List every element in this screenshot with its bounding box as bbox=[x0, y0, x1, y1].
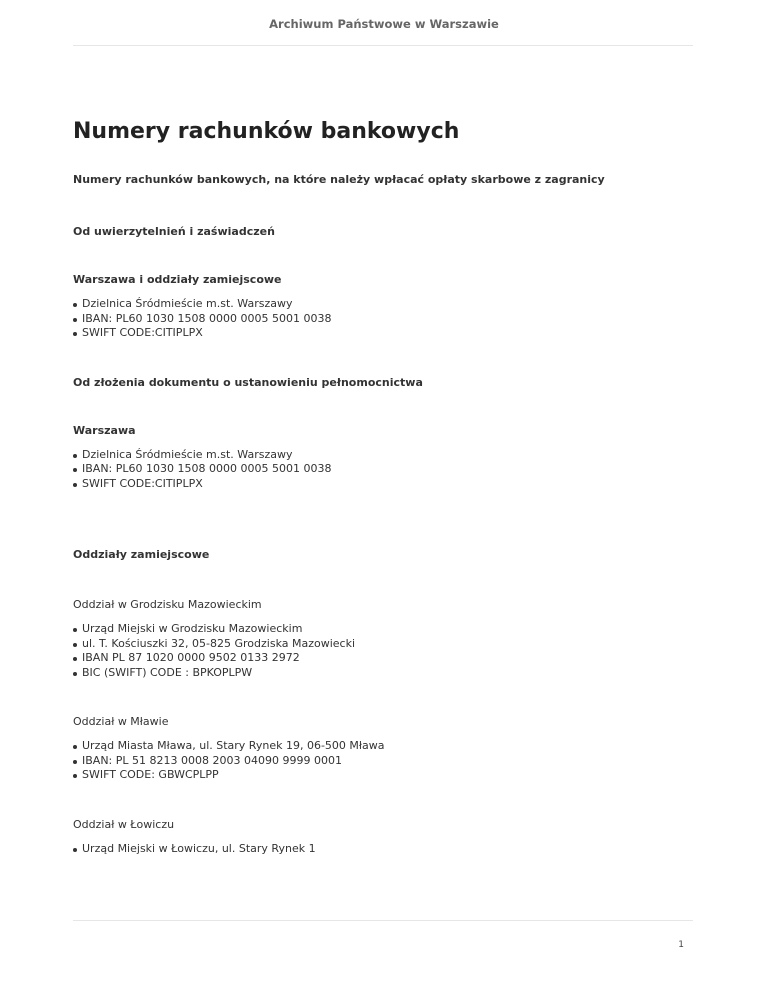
document-body bbox=[73, 118, 693, 856]
section-heading-branches: Oddziały zamiejscowe bbox=[73, 548, 210, 561]
list-item: Dzielnica Śródmieście m.st. Warszawy bbox=[73, 297, 693, 312]
list-item: SWIFT CODE:CITIPLPX bbox=[73, 326, 693, 341]
list-item: Dzielnica Śródmieście m.st. Warszawy bbox=[73, 448, 693, 463]
list-branch-grodzisk bbox=[73, 622, 693, 680]
list-item: IBAN PL 87 1020 0000 9502 0133 2972 bbox=[73, 651, 693, 666]
branch-name-lowicz: Oddział w Łowiczu bbox=[73, 817, 175, 831]
list-item: Urząd Miejski w Łowiczu, ul. Stary Rynek 1 bbox=[73, 842, 693, 857]
section-heading-power-of-attorney: Od złożenia dokumentu o ustanowieniu pełnomocnictwa bbox=[73, 375, 423, 389]
section-heading-warsaw-and-branches: Warszawa i oddziały zamiejscowe bbox=[73, 273, 282, 286]
header-divider bbox=[73, 45, 693, 46]
site-title: Archiwum Państwowe w Warszawie bbox=[269, 17, 499, 31]
footer-divider bbox=[73, 920, 693, 921]
list-item: IBAN: PL60 1030 1508 0000 0005 5001 0038 bbox=[73, 462, 693, 477]
page-subtitle: Numery rachunków bankowych, na które należy wpłacać opłaty skarbowe z zagranicy bbox=[73, 173, 605, 186]
list-warsaw bbox=[73, 448, 693, 492]
page-number: 1 bbox=[678, 940, 684, 950]
list-item: SWIFT CODE:CITIPLPX bbox=[73, 477, 693, 492]
list-branch-mlawa bbox=[73, 739, 693, 783]
list-item: IBAN: PL 51 8213 0008 2003 04090 9999 0001 bbox=[73, 754, 693, 769]
section-heading-warsaw: Warszawa bbox=[73, 423, 136, 437]
list-branch-lowicz bbox=[73, 842, 693, 857]
list-item: IBAN: PL60 1030 1508 0000 0005 5001 0038 bbox=[73, 312, 693, 327]
list-item: Urząd Miejski w Grodzisku Mazowieckim bbox=[73, 622, 693, 637]
branch-name-grodzisk: Oddział w Grodzisku Mazowieckim bbox=[73, 598, 262, 611]
section-heading-certifications: Od uwierzytelnień i zaświadczeń bbox=[73, 225, 275, 238]
list-warsaw-and-branches bbox=[73, 297, 693, 341]
list-item: BIC (SWIFT) CODE : BPKOPLPW bbox=[73, 666, 693, 681]
branch-name-mlawa: Oddział w Mławie bbox=[73, 715, 169, 728]
page-title: Numery rachunków bankowych bbox=[73, 119, 460, 144]
list-item: Urząd Miasta Mława, ul. Stary Rynek 19, 06-500 Mława bbox=[73, 739, 693, 754]
list-item: SWIFT CODE: GBWCPLPP bbox=[73, 768, 693, 783]
list-item: ul. T. Kościuszki 32, 05-825 Grodziska Mazowiecki bbox=[73, 637, 693, 652]
